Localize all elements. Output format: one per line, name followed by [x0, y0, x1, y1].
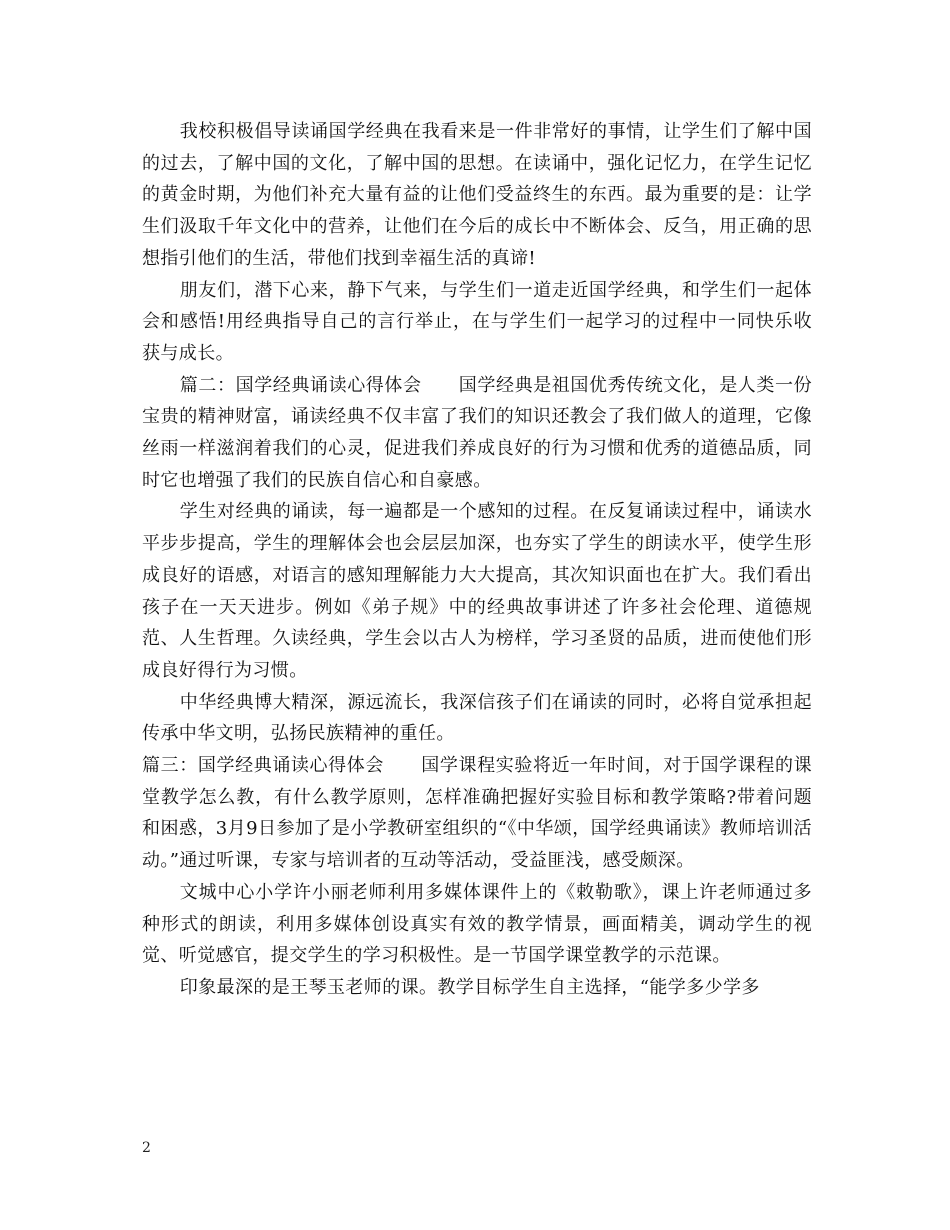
paragraph-8: 印象最深的是王琴玉老师的课。教学目标学生自主选择，“能学多少学多 — [179, 976, 760, 998]
paragraph-6: 篇三：国学经典诵读心得体会 国学课程实验将近一年时间，对于国学课程的课堂教学怎么教，有什么教学原则，怎样准确把握好实验目标和教学策略?带着问题和困惑，3月9日参加了是小学教研室组织的“《中华颂，国学经典诵读》教师培训活动。”通过听课，专家与培训者的互动等活动，受益匪浅，感受颇深。 — [142, 755, 812, 872]
paragraph-3: 篇二：国学经典诵读心得体会 国学经典是祖国优秀传统文化，是人类一份宝贵的精神财富，诵读经典不仅丰富了我们的知识还教会了我们做人的道理，它像丝雨一样滋润着我们的心灵，促进我们养成良好的行为习惯和优秀的道德品质，同时它也增强了我们的民族自信心和自豪感。 — [142, 374, 812, 491]
paragraph-1: 我校积极倡导读诵国学经典在我看来是一件非常好的事情，让学生们了解中国的过去，了解中国的文化，了解中国的思想。在读诵中，强化记忆力，在学生记忆的黄金时期，为他们补充大量有益的让他们受益终生的东西。最为重要的是：让学生们汲取千年文化中的营养，让他们在今后的成长中不断体会、反刍，用正确的思想指引他们的生活，带他们找到幸福生活的真谛! — [142, 121, 812, 269]
document-body — [142, 116, 812, 1004]
paragraph-4: 学生对经典的诵读，每一遍都是一个感知的过程。在反复诵读过程中，诵读水平步步提高，学生的理解体会也会层层加深，也夯实了学生的朗读水平，使学生形成良好的语感，对语言的感知理解能力大大提高，其次知识面也在扩大。我们看出孩子在一天天进步。例如《弟子规》中的经典故事讲述了许多社会伦理、道德规范、人生哲理。久读经典，学生会以古人为榜样，学习圣贤的品质，进而使他们形成良好得行为习惯。 — [142, 501, 812, 681]
page-number: 2 — [142, 1140, 151, 1156]
paragraph-5: 中华经典博大精深，源远流长，我深信孩子们在诵读的同时，必将自觉承担起传承中华文明，弘扬民族精神的重任。 — [142, 691, 812, 745]
paragraph-2: 朋友们，潜下心来，静下气来，与学生们一道走近国学经典，和学生们一起体会和感悟!用经典指导自己的言行举止，在与学生们一起学习的过程中一同快乐收获与成长。 — [142, 279, 812, 364]
paragraph-7: 文城中心小学许小丽老师利用多媒体课件上的《敕勒歌》，课上许老师通过多种形式的朗读，利用多媒体创设真实有效的教学情景，画面精美，调动学生的视觉、听觉感官，提交学生的学习积极性。是一节国学课堂教学的示范课。 — [142, 881, 812, 967]
